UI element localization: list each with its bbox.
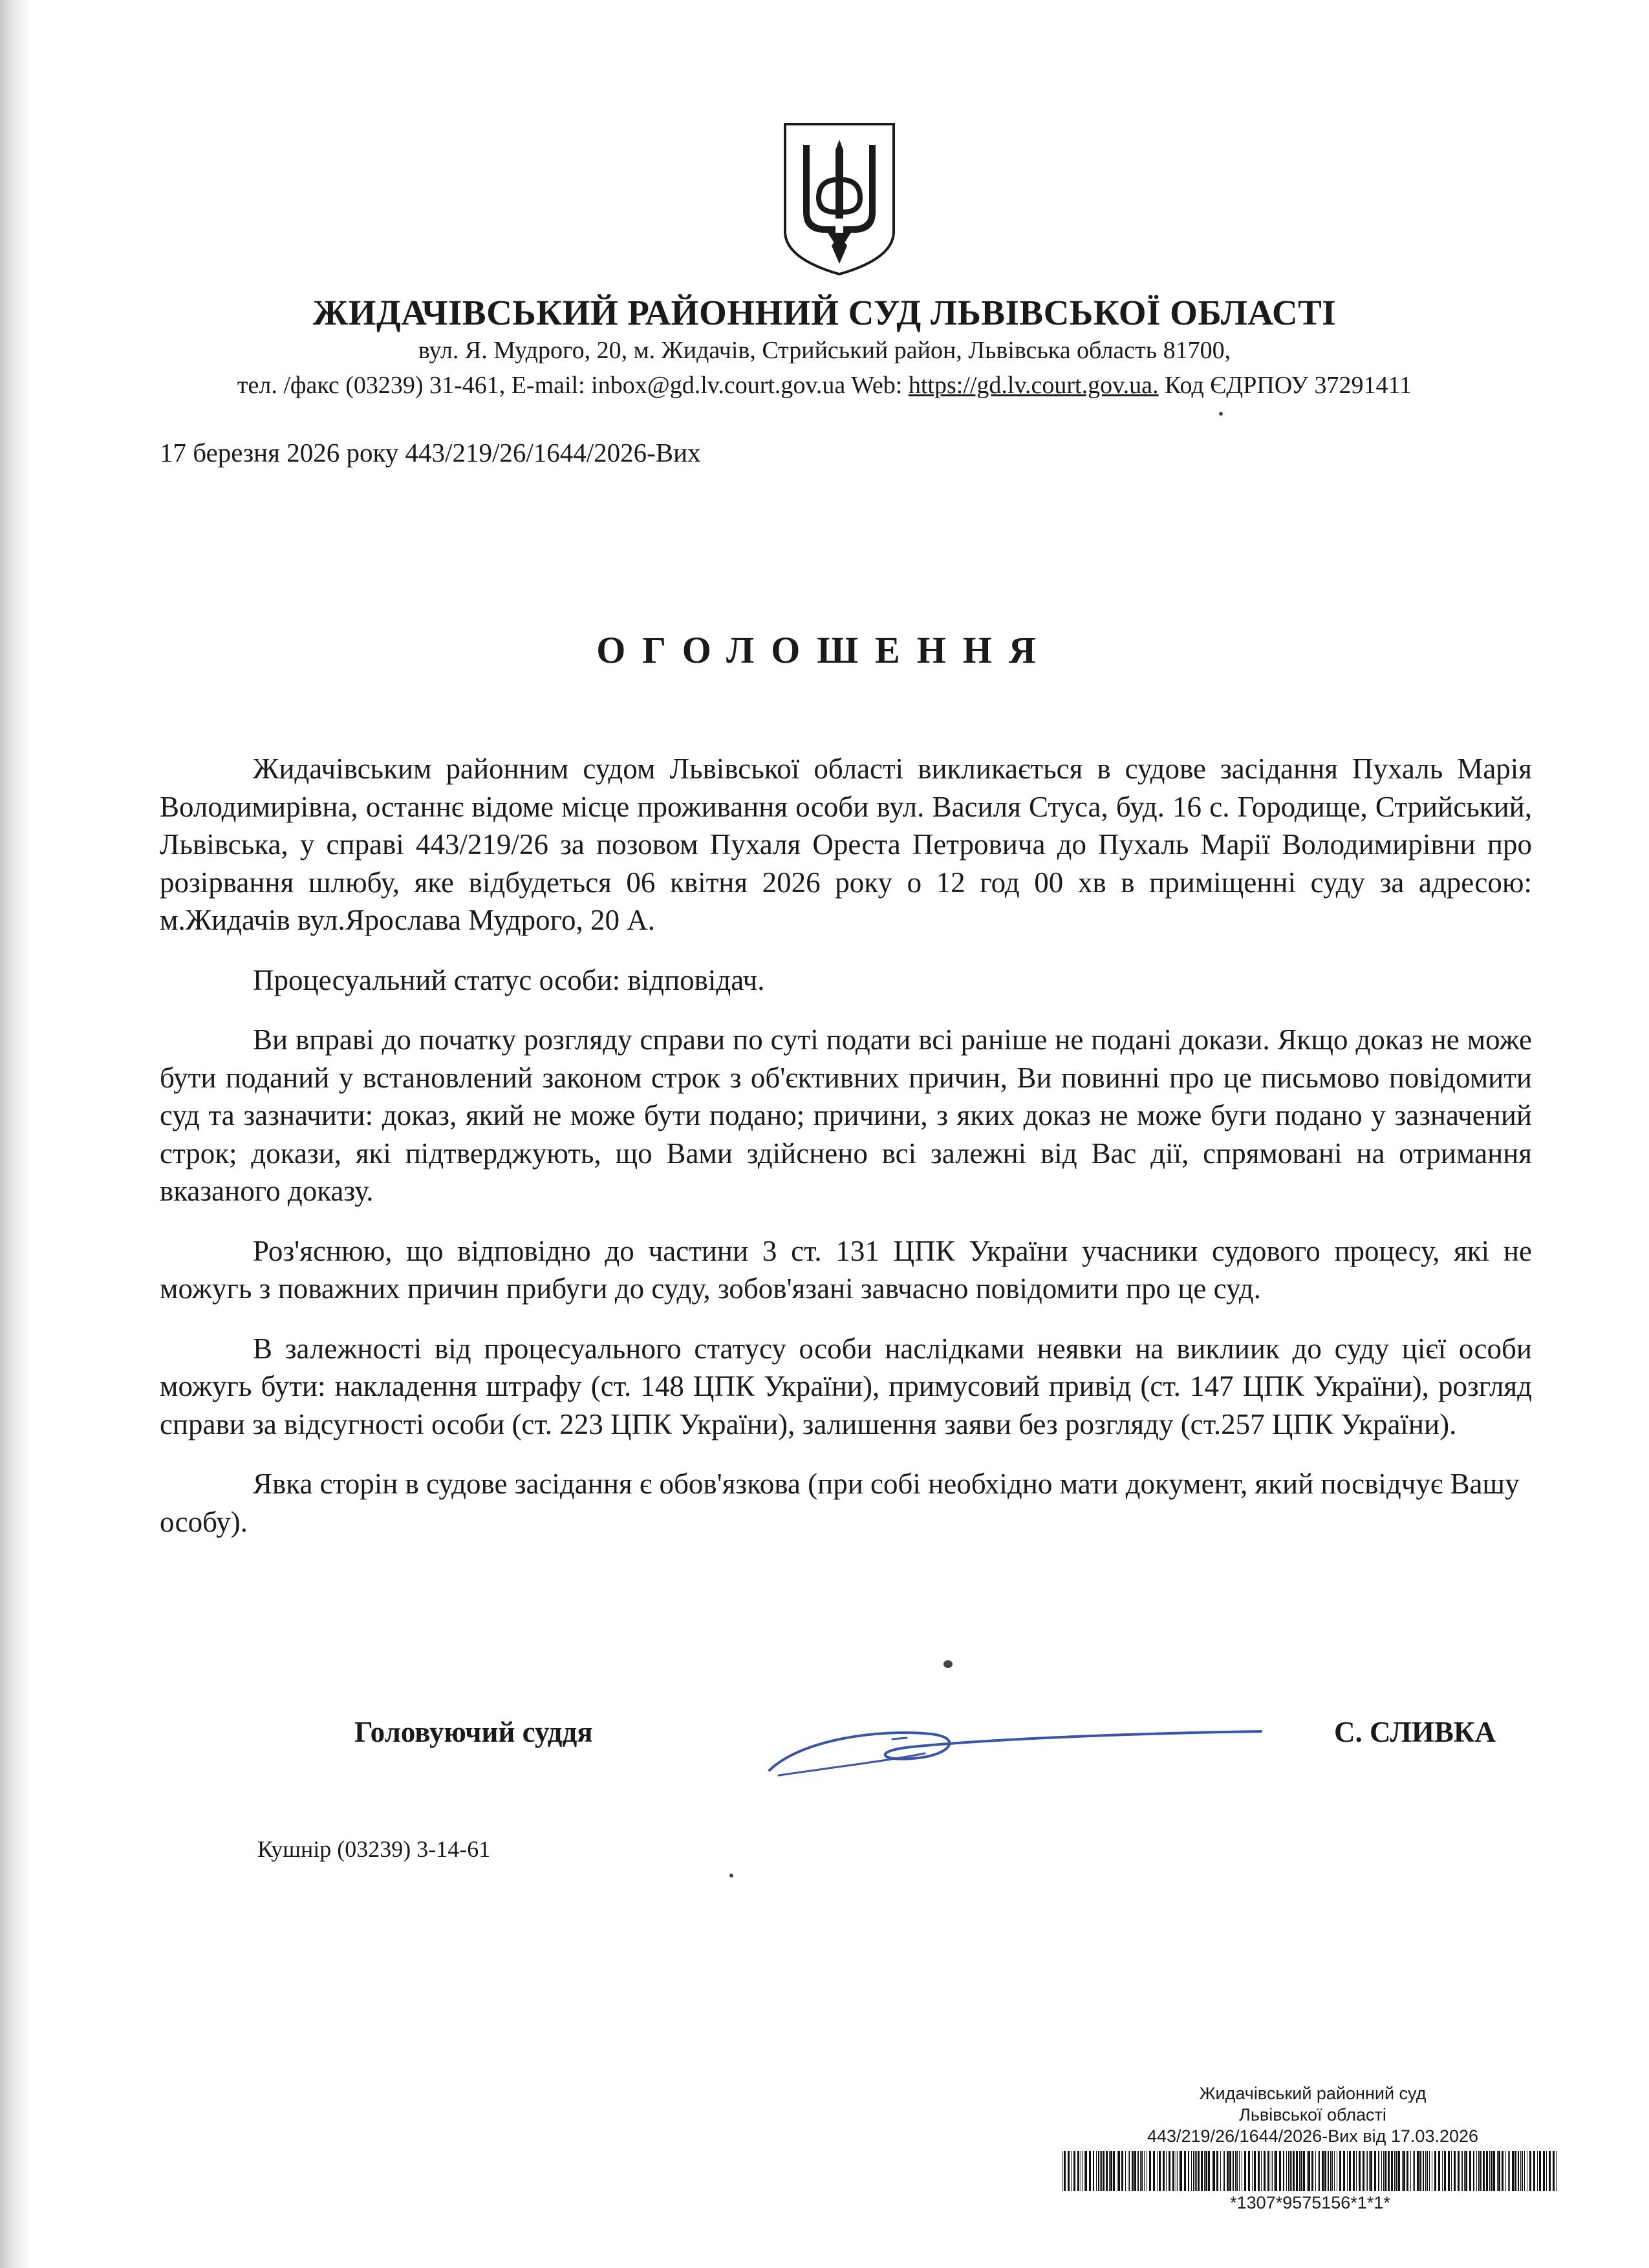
barcode-bar	[1101, 2151, 1102, 2191]
barcode-bar	[1391, 2151, 1393, 2191]
barcode-bar	[1378, 2151, 1379, 2191]
barcode-bar	[1169, 2151, 1170, 2191]
barcode-bar	[1489, 2151, 1490, 2191]
barcode-bar	[1546, 2151, 1547, 2191]
barcode-bar	[1179, 2151, 1180, 2191]
barcode-bar	[1233, 2151, 1234, 2191]
barcode-bar	[1204, 2151, 1205, 2191]
barcode-bar	[1254, 2151, 1256, 2191]
barcode-bar	[1110, 2151, 1112, 2191]
barcode-bar	[1328, 2151, 1329, 2191]
barcode-bar	[1434, 2151, 1436, 2191]
barcode-bar	[1394, 2151, 1395, 2191]
barcode-bar	[1478, 2151, 1480, 2191]
barcode-bar	[1071, 2151, 1072, 2191]
paragraph-consequences: В залежності від процесуального статусу особи наслідками неявки на виклиик до суду цієї особи можугь бути: накладення штрафу (ст. 148 ЦПК України), примусовий привід (ст. 147 ЦПК України), розгляд справи за відсугності особи (ст. 223 ЦПК України), залишення заяви без розгляду (ст.257 ЦПК України).	[160, 1332, 1532, 1440]
barcode-bar	[1141, 2151, 1143, 2191]
barcode-bar	[1106, 2151, 1108, 2191]
edrpou-code: Код ЄДРПОУ 37291411	[1158, 372, 1412, 399]
barcode-bar	[1514, 2151, 1516, 2191]
barcode-bar	[1347, 2151, 1348, 2191]
scan-speck	[1219, 412, 1223, 416]
barcode-bar	[1417, 2151, 1419, 2191]
stamp-region-line: Львівської області	[1239, 2105, 1386, 2124]
barcode-bar	[1286, 2151, 1287, 2191]
barcode-bar	[1239, 2151, 1240, 2191]
barcode-bar	[1132, 2151, 1134, 2191]
barcode-bar	[1244, 2151, 1246, 2191]
barcode-bar	[1299, 2151, 1300, 2191]
contacts-prefix: тел. /факс (03239) 31-461, E-mail: inbox@gd.lv.court.gov.ua Web:	[237, 372, 909, 399]
barcode-bar	[1267, 2151, 1269, 2191]
barcode-bar	[1388, 2151, 1390, 2191]
barcode-bar	[1288, 2151, 1289, 2191]
barcode-bar	[1258, 2151, 1260, 2191]
barcode-bar	[1425, 2151, 1426, 2191]
paragraph-evidence: Ви вправі до початку розгляду справи по суті подати всі раніше не подані докази. Якщо доказ не може бути поданий у встановлений законом строк з об'єктивних причин, Ви повинні про це письмово повідомити суд та зазначити: доказ, який не може бути подано; причини, з яких доказ не може буги подано у зазначений строк; докази, які підтверджують, що Вами здійснено всі залежні від Вас дії, спрямовані на отримання вказаного доказу.	[160, 1023, 1532, 1207]
barcode-bar	[1172, 2151, 1174, 2191]
barcode-bar	[1311, 2151, 1313, 2191]
barcode-bar	[1149, 2151, 1151, 2191]
barcode-bar	[1529, 2151, 1531, 2191]
barcode-bar	[1438, 2151, 1440, 2191]
barcode-bar	[1469, 2151, 1471, 2191]
judge-name: С. СЛИВКА	[1334, 1716, 1496, 1748]
barcode-bar	[1216, 2151, 1218, 2191]
barcode-bar	[1339, 2151, 1341, 2191]
barcode-bar	[1303, 2151, 1305, 2191]
barcode-bar	[1454, 2151, 1456, 2191]
barcode-bar	[1137, 2151, 1139, 2191]
barcode-bar	[1386, 2151, 1387, 2191]
barcode-bar	[1308, 2151, 1310, 2191]
barcode-bar	[1144, 2151, 1145, 2191]
barcode-bar	[1322, 2151, 1324, 2191]
barcode-bar	[1264, 2151, 1266, 2191]
barcode-bar	[1549, 2151, 1551, 2191]
barcode-bar	[1208, 2151, 1210, 2191]
barcode-bar	[1220, 2151, 1221, 2191]
barcode-bar	[1224, 2151, 1225, 2191]
coat-of-arms-icon	[781, 122, 898, 277]
barcode-bar	[1318, 2151, 1319, 2191]
barcode-bar	[1073, 2151, 1075, 2191]
barcode-bar	[1381, 2151, 1382, 2191]
scan-speck	[943, 1660, 953, 1668]
barcode-bar	[1403, 2151, 1405, 2191]
court-website-link[interactable]: https://gd.lv.court.gov.ua.	[908, 372, 1159, 399]
court-contacts	[0, 371, 1649, 400]
judge-title: Головуючий суддя	[354, 1716, 593, 1748]
barcode-bar	[1227, 2151, 1229, 2191]
barcode-bar	[1293, 2151, 1295, 2191]
barcode-bar	[1353, 2151, 1355, 2191]
barcode-bar	[1423, 2151, 1424, 2191]
stamp-number-line: 443/219/26/1644/2026-Вих від 17.03.2026	[1147, 2126, 1479, 2146]
barcode-bar	[1537, 2151, 1538, 2191]
barcode-bar	[1520, 2151, 1521, 2191]
barcode-bar	[1235, 2151, 1236, 2191]
handwritten-signature	[763, 1694, 1280, 1784]
barcode-bar	[1522, 2151, 1523, 2191]
barcode-bar	[1410, 2151, 1411, 2191]
stamp-court-line: Жидачівський районний суд	[1199, 2084, 1427, 2103]
barcode-bar	[1334, 2151, 1335, 2191]
document-heading: ОГОЛОШЕННЯ	[596, 629, 1053, 671]
paragraph-attendance: Явка сторін в судове засідання є обов'язкова (при собі необхідно мати документ, який посвідчує Вашу особу).	[160, 1468, 1520, 1538]
barcode-bar	[1283, 2151, 1284, 2191]
barcode-bar	[1330, 2151, 1331, 2191]
barcode-bar	[1462, 2151, 1463, 2191]
barcode-bar	[1113, 2151, 1115, 2191]
barcode-bar	[1324, 2151, 1326, 2191]
barcode-bar	[1290, 2151, 1291, 2191]
barcode-bar	[1396, 2151, 1397, 2191]
barcode-bar	[1121, 2151, 1123, 2191]
barcode-bar	[1427, 2151, 1428, 2191]
barcode-bar	[1064, 2151, 1066, 2191]
barcode-bar	[1279, 2151, 1281, 2191]
barcode-bar	[1068, 2151, 1070, 2191]
barcode-bar	[1205, 2151, 1207, 2191]
barcode-bar	[1505, 2151, 1506, 2191]
barcode-bar	[1159, 2151, 1161, 2191]
barcode-bar	[1367, 2151, 1368, 2191]
notice-body	[160, 750, 1532, 1563]
barcode-bar	[1252, 2151, 1253, 2191]
barcode-bar	[1201, 2151, 1203, 2191]
barcode-bar	[1134, 2151, 1136, 2191]
barcode-bar	[1442, 2151, 1443, 2191]
barcode-bar	[1444, 2151, 1446, 2191]
barcode-bar	[1414, 2151, 1415, 2191]
barcode-bar	[1374, 2151, 1376, 2191]
barcode-bar	[1296, 2151, 1298, 2191]
barcode-bar	[1093, 2151, 1094, 2191]
barcode-bar	[1082, 2151, 1083, 2191]
barcode-bar	[1103, 2151, 1105, 2191]
barcode-bar	[1098, 2151, 1099, 2191]
barcode-bar	[1491, 2151, 1493, 2191]
barcode-bar	[1502, 2151, 1503, 2191]
barcode-bar	[1553, 2151, 1555, 2191]
barcode-bar	[1512, 2151, 1514, 2191]
barcode-bar	[1196, 2151, 1197, 2191]
barcode-bar	[1077, 2151, 1079, 2191]
barcode-bar	[1153, 2151, 1155, 2191]
barcode-bar	[1129, 2151, 1130, 2191]
barcode-bar	[1483, 2151, 1485, 2191]
barcode-bar	[1419, 2151, 1421, 2191]
barcode-bar	[1406, 2151, 1408, 2191]
barcode-bar	[1275, 2151, 1277, 2191]
barcode-bar	[1166, 2151, 1167, 2191]
barcode-bar	[1493, 2151, 1495, 2191]
paragraph-status: Процесуальний статус особи: відповідач.	[253, 963, 765, 996]
barcode-bar	[1370, 2151, 1372, 2191]
barcode-bar	[1248, 2151, 1250, 2191]
barcode-bar	[1473, 2151, 1474, 2191]
barcode-bar	[1195, 2151, 1196, 2191]
barcode-bar	[1085, 2151, 1087, 2191]
barcode-bar	[1163, 2151, 1165, 2191]
barcode-bar	[1109, 2151, 1110, 2191]
barcode-bar	[1096, 2151, 1097, 2191]
barcode-bar	[1476, 2151, 1477, 2191]
barcode-bar	[1383, 2151, 1385, 2191]
court-name: ЖИДАЧІВСЬКИЙ РАЙОННИЙ СУД ЛЬВІВСЬКОЇ ОБЛАСТІ	[312, 293, 1337, 332]
barcode-bar	[1356, 2151, 1357, 2191]
barcode-bar	[1486, 2151, 1488, 2191]
barcode-bar	[1402, 2151, 1403, 2191]
barcode-bar	[1539, 2151, 1541, 2191]
barcode-bar	[1184, 2151, 1186, 2191]
barcode-bar	[1543, 2151, 1545, 2191]
barcode-bar	[1274, 2151, 1275, 2191]
barcode-bar	[1429, 2151, 1430, 2191]
barcode-bar	[1359, 2151, 1361, 2191]
barcode-bar	[1213, 2151, 1215, 2191]
barcode-bar	[1458, 2151, 1460, 2191]
barcode-bar	[1300, 2151, 1302, 2191]
barcode-bar	[1272, 2151, 1273, 2191]
barcode-bar	[1556, 2151, 1557, 2191]
barcode-bar	[1191, 2151, 1192, 2191]
barcode-bar	[1464, 2151, 1465, 2191]
barcode-bar	[1451, 2151, 1452, 2191]
barcode-bar	[1497, 2151, 1498, 2191]
paragraph-explanation: Роз'яснюю, що відповідно до частини 3 ст. 131 ЦПК України учасники судового процесу, які не можугь з поважних причин прибуги до суду, зобов'язані завчасно повідомити про це суд.	[160, 1234, 1532, 1305]
scan-speck	[729, 1874, 733, 1878]
barcode-bar	[1307, 2151, 1308, 2191]
barcode-bar	[1261, 2151, 1262, 2191]
barcode-bar	[1398, 2151, 1400, 2191]
barcode-bar	[1413, 2151, 1414, 2191]
barcode-bar	[1343, 2151, 1345, 2191]
barcode-bar	[1498, 2151, 1500, 2191]
barcode-bar	[1319, 2151, 1320, 2191]
barcode-bar	[1193, 2151, 1194, 2191]
barcode-text: *1307*9575156*1*1*	[1230, 2193, 1390, 2212]
registration-barcode	[1062, 2151, 1558, 2191]
paragraph-summons: Жидачівським районним судом Львівської області викликається в судове засідання Пухаль Марія Володимирівна, останнє відоме місце проживання особи вул. Василя Стуса, буд. 16 с. Городище, Стрийський, Львівська, у справі 443/219/26 за позовом Пухаля Ореста Петровича до Пухаль Марії Володимирівни про розірвання шлюбу, яке відбудеться 06 квітня 2026 року о 12 год 00 хв в приміщенні суду за адресою: м.Жидачів вул.Ярослава Мудрого, 20 А.	[160, 753, 1532, 936]
barcode-bar	[1100, 2151, 1101, 2191]
barcode-bar	[1177, 2151, 1178, 2191]
barcode-bar	[1385, 2151, 1386, 2191]
barcode-bar	[1509, 2151, 1510, 2191]
barcode-bar	[1236, 2151, 1238, 2191]
barcode-bar	[1140, 2151, 1141, 2191]
registration-stamp	[1048, 2083, 1578, 2147]
barcode-bar	[1229, 2151, 1231, 2191]
barcode-bar	[1188, 2151, 1189, 2191]
barcode-bar	[1533, 2151, 1535, 2191]
barcode-bar	[1480, 2151, 1481, 2191]
barcode-bar	[1363, 2151, 1364, 2191]
barcode-bar	[1157, 2151, 1158, 2191]
barcode-bar	[1198, 2151, 1200, 2191]
barcode-bar	[1291, 2151, 1292, 2191]
barcode-bar	[1331, 2151, 1333, 2191]
barcode-bar	[1369, 2151, 1370, 2191]
barcode-bar	[1315, 2151, 1316, 2191]
barcode-bar	[1349, 2151, 1351, 2191]
barcode-bar	[1508, 2151, 1509, 2191]
outgoing-number: 17 березня 2026 року 443/219/26/1644/2026-Вих	[160, 438, 701, 467]
barcode-bar	[1448, 2151, 1450, 2191]
barcode-bar	[1524, 2151, 1525, 2191]
barcode-bar	[1180, 2151, 1182, 2191]
barcode-bar	[1125, 2151, 1126, 2191]
barcode-bar	[1089, 2151, 1091, 2191]
barcode-bar	[1518, 2151, 1519, 2191]
court-address: вул. Я. Мудрого, 20, м. Жидачів, Стрийський район, Львівська область 81700,	[418, 337, 1231, 364]
contact-person: Кушнір (03239) 3-14-61	[257, 1836, 491, 1862]
barcode-bar	[1118, 2151, 1120, 2191]
barcode-bar	[1465, 2151, 1467, 2191]
